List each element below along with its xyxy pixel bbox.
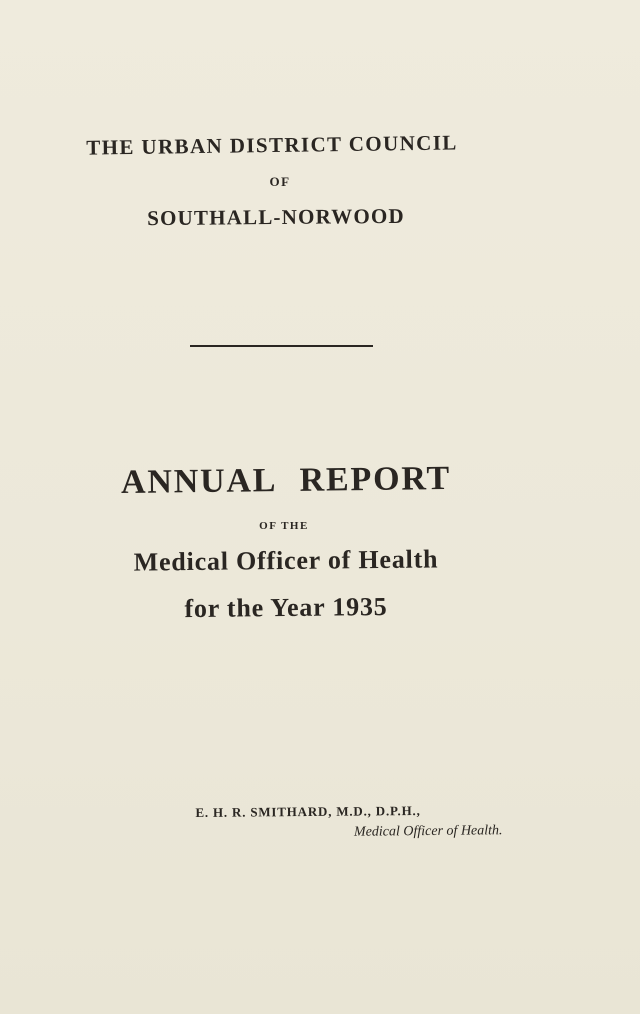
council-title: THE URBAN DISTRICT COUNCIL [86, 130, 458, 160]
report-subject: Medical Officer of Health [133, 544, 439, 577]
author-role: Medical Officer of Health. [353, 823, 503, 840]
report-year: for the Year 1935 [184, 591, 388, 624]
author-name: E. H. R. SMITHARD, M.D., D.P.H., [195, 803, 421, 820]
horizontal-divider [190, 345, 373, 347]
council-of-label: OF [269, 174, 291, 189]
council-name: SOUTHALL-NORWOOD [147, 203, 405, 231]
report-of-the-label: OF THE [259, 520, 309, 532]
report-title: ANNUAL REPORT [120, 459, 452, 502]
